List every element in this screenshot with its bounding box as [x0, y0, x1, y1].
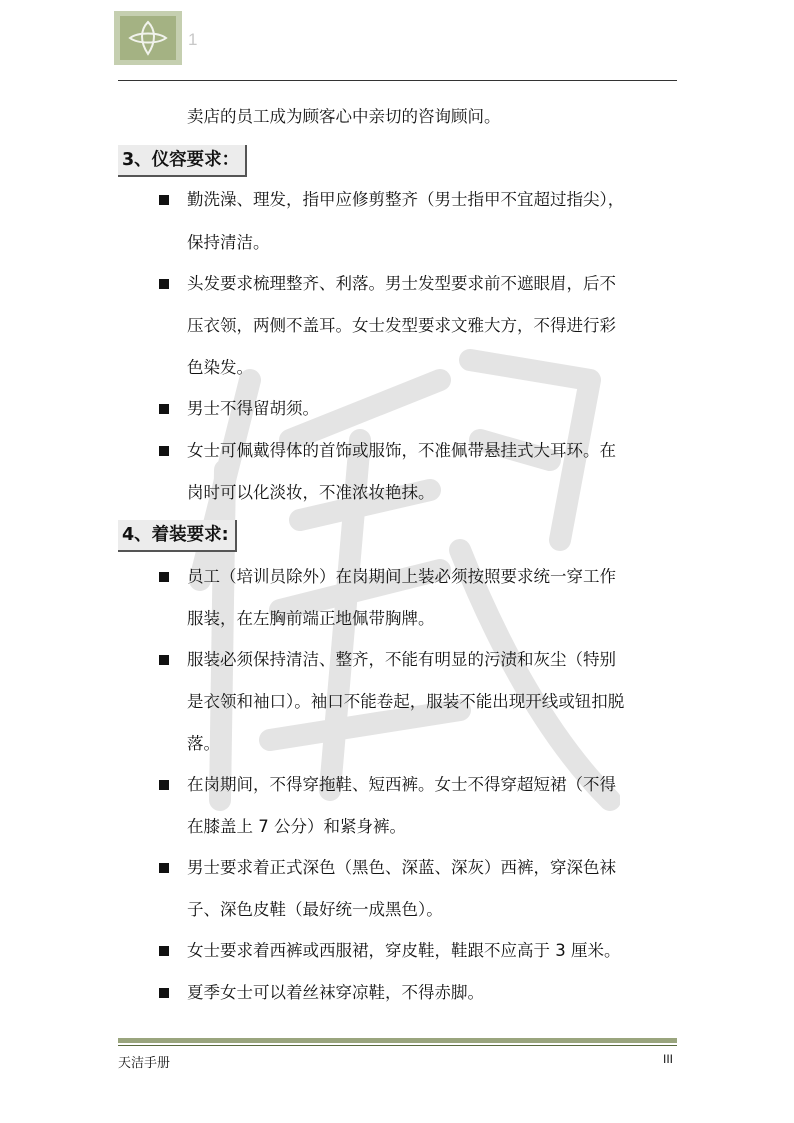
list-item-line: 男士不得留胡须。	[187, 399, 319, 418]
list-item-line: 头发要求梳理整齐、利落。男士发型要求前不遮眼眉，后不	[187, 274, 616, 293]
bullet-icon	[159, 446, 169, 456]
list-item-line: 男士要求着正式深色（黑色、深蓝、深灰）西裤，穿深色袜	[187, 858, 616, 877]
bullet-icon	[159, 780, 169, 790]
bullet-icon	[159, 863, 169, 873]
logo-emblem	[120, 16, 176, 60]
header-page-number: 1	[188, 30, 198, 49]
list-item-line: 压衣领，两侧不盖耳。女士发型要求文雅大方，不得进行彩	[187, 316, 616, 335]
list-item-line: 员工（培训员除外）在岗期间上装必须按照要求统一穿工作	[187, 567, 616, 586]
list-item-line: 是衣领和袖口）。袖口不能卷起，服装不能出现开线或钮扣脱	[187, 692, 625, 711]
section-heading: 4、着装要求:	[118, 520, 237, 552]
bullet-icon	[159, 195, 169, 205]
list-item-line: 女士可佩戴得体的首饰或服饰，不准佩带悬挂式大耳环。在	[187, 441, 616, 460]
bullet-icon	[159, 404, 169, 414]
list-item-line: 夏季女士可以着丝袜穿凉鞋，不得赤脚。	[187, 983, 484, 1002]
list-item-line: 子、深色皮鞋（最好统一成黑色）。	[187, 900, 443, 919]
list-item-line: 服装，在左胸前端正地佩带胸牌。	[187, 609, 435, 628]
bullet-icon	[159, 279, 169, 289]
list-item-line: 服装必须保持清洁、整齐，不能有明显的污渍和灰尘（特别	[187, 650, 616, 669]
list-item-line: 保持清洁。	[187, 233, 270, 252]
list-item-line: 女士要求着西裤或西服裙，穿皮鞋，鞋跟不应高于 3 厘米。	[187, 941, 621, 960]
bullet-icon	[159, 572, 169, 582]
list-item-line: 岗时可以化淡妆，不准浓妆艳抹。	[187, 483, 435, 502]
list-item-line: 勤洗澡、理发，指甲应修剪整齐（男士指甲不宜超过指尖），	[187, 190, 625, 209]
list-item-line: 落。	[187, 734, 220, 753]
footer-rule	[118, 1038, 677, 1043]
bullet-icon	[159, 655, 169, 665]
header-rule	[118, 80, 677, 81]
logo	[114, 11, 182, 65]
bullet-icon	[159, 946, 169, 956]
bullet-icon	[159, 988, 169, 998]
list-item-line: 在膝盖上 7 公分）和紧身裤。	[187, 817, 406, 836]
footer-rule-thin	[118, 1045, 677, 1046]
intro-line: 卖店的员工成为顾客心中亲切的咨询顾问。	[187, 107, 501, 126]
footer-page-number: III	[663, 1052, 674, 1066]
section-heading: 3、仪容要求：	[118, 145, 247, 177]
list-item-line: 色染发。	[187, 358, 253, 377]
list-item-line: 在岗期间，不得穿拖鞋、短西裤。女士不得穿超短裙（不得	[187, 775, 616, 794]
footer-title: 天洁手册	[118, 1056, 171, 1071]
